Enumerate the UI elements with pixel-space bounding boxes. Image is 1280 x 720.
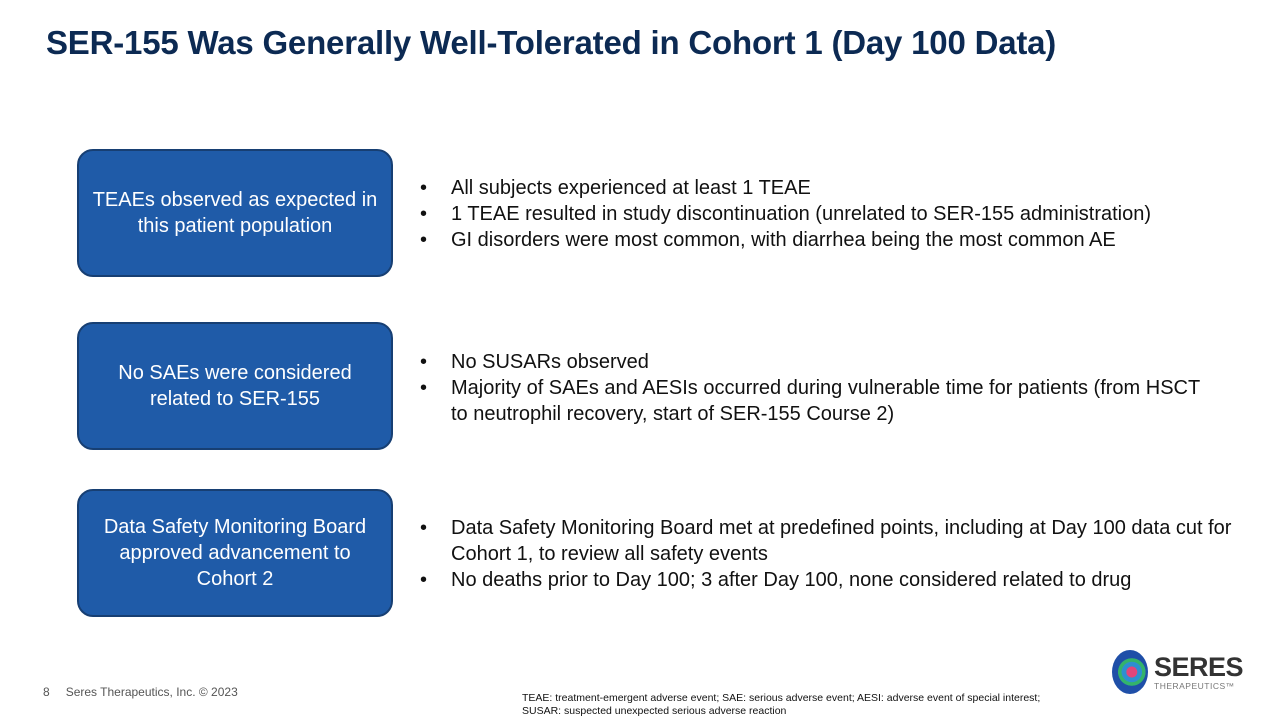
bullet-item: • Data Safety Monitoring Board met at predefined points, including at Day 100 data cut for Cohort 1, to review all safety events	[420, 515, 1240, 567]
bullet-list-dsmb	[420, 515, 1240, 593]
slide-footer	[43, 685, 238, 699]
bullet-item: • No deaths prior to Day 100; 3 after Day 100, none considered related to drug	[420, 567, 1240, 593]
abbreviations-footnote	[522, 692, 1040, 718]
slide-title: SER-155 Was Generally Well-Tolerated in Cohort 1 (Day 100 Data)	[46, 24, 1057, 61]
company-logo	[1112, 650, 1243, 694]
summary-box-teaes: TEAEs observed as expected in this patient population	[77, 149, 393, 277]
bullet-item: • GI disorders were most common, with diarrhea being the most common AE	[420, 227, 1151, 253]
bullet-list-saes	[420, 349, 1220, 427]
footnote-line: TEAE: treatment-emergent adverse event; SAE: serious adverse event; AESI: adverse event of special interest;	[522, 692, 1041, 704]
copyright: Seres Therapeutics, Inc. © 2023	[65, 685, 238, 699]
summary-box-dsmb: Data Safety Monitoring Board approved advancement to Cohort 2	[77, 489, 393, 617]
logo-name: SERES	[1154, 651, 1244, 682]
bullet-item: • All subjects experienced at least 1 TEAE	[420, 175, 1151, 201]
seres-logo-icon	[1112, 650, 1148, 694]
page-number: 8	[43, 685, 50, 699]
footnote-line: SUSAR: suspected unexpected serious adverse reaction	[522, 705, 787, 717]
bullet-list-teaes	[420, 175, 1151, 253]
bullet-item: • 1 TEAE resulted in study discontinuation (unrelated to SER-155 administration)	[420, 201, 1151, 227]
summary-box-saes: No SAEs were considered related to SER-155	[77, 322, 393, 450]
bullet-item: • No SUSARs observed	[420, 349, 1220, 375]
bullet-item: • Majority of SAEs and AESIs occurred during vulnerable time for patients (from HSCT to neutrophil recovery, start of SER-155 Course 2)	[420, 375, 1220, 427]
logo-subtitle: THERAPEUTICS™	[1154, 680, 1235, 691]
